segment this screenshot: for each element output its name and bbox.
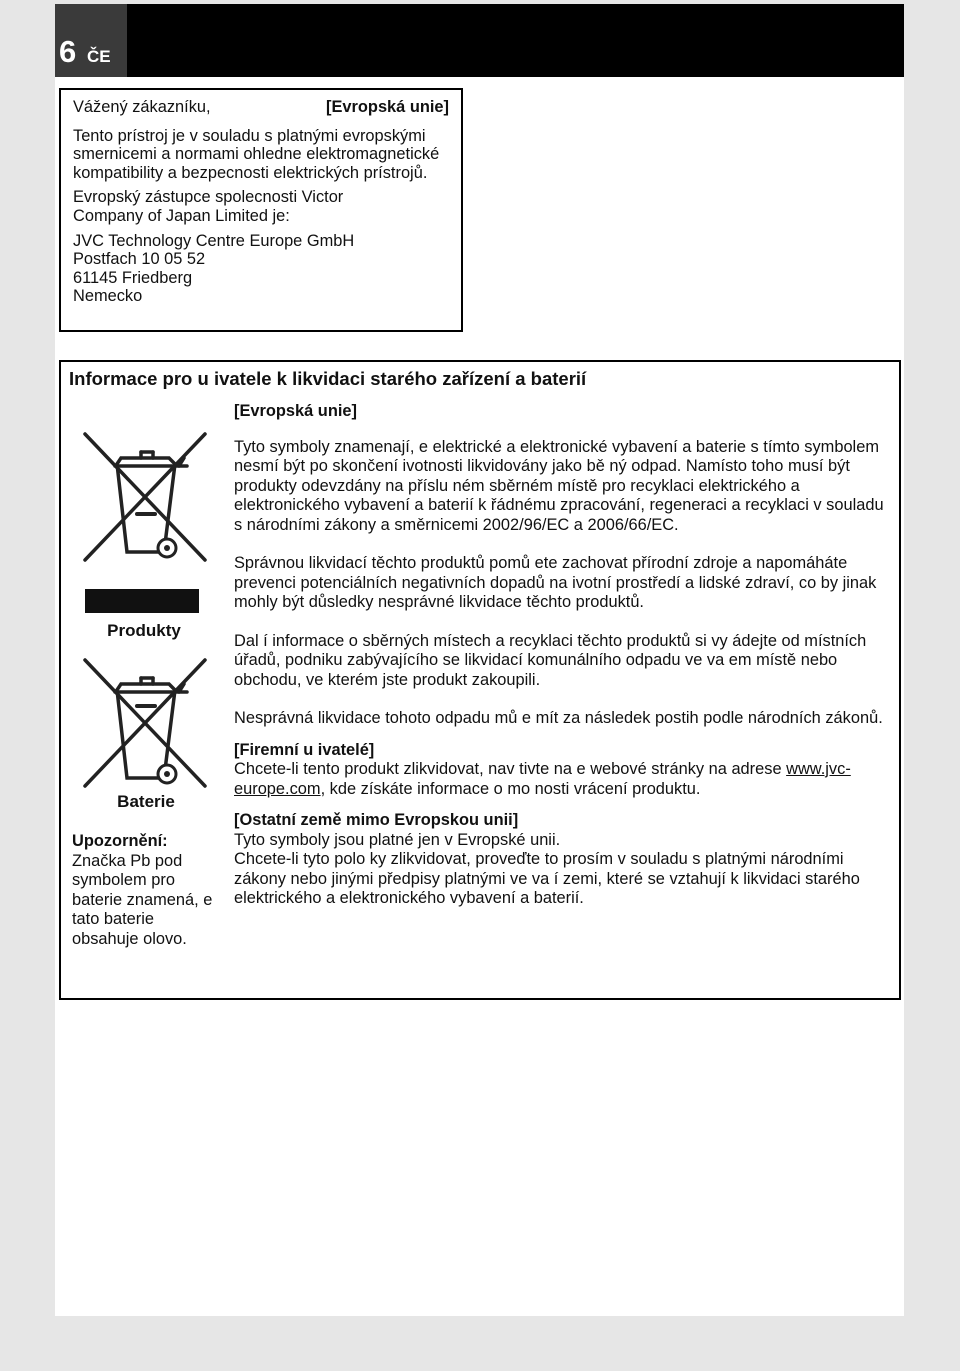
address-line-1: JVC Technology Centre Europe GmbH [73, 231, 355, 250]
crossed-out-wheelie-bin-icon [79, 428, 211, 566]
representative-line-1: Evropský zástupce spolecnosti Victor [73, 188, 344, 207]
business-text-start: Chcete-li tento produkt zlikvidovat, nav tivte na e webové stránky na adrese [234, 760, 782, 778]
address-line-2: Postfach 10 05 52 [73, 250, 206, 269]
disposal-paragraph-1: Tyto symboly znamenají, e elektrické a elektronické vybavení a baterie s tímto symbolem nesmí být po skončení ivotnosti likvidovány jako bě ný odpad. Namísto toho musí být produkty odevzdány na příslu ném sběrném místě pro recyklaci elektrického a elektronického vybavení a baterií k řádnému zpracování, regeneraci a recyklaci v souladu s národními zákony a směrnicemi 2002/96/EC a 2006/66/EC. [234, 437, 884, 534]
business-text-end: , kde získáte informace o mo nosti vrácení produktu. [320, 779, 701, 798]
page-tab [55, 4, 127, 77]
disposal-paragraph-2: Správnou likvidací těchto produktů pomů ete zachovat přírodní zdroje a napomáháte prevenci potenciálních negativních dopadů na ivotní prostředí a lidské zdraví, co by jinak mohly být důsledky nesprávné likvidace těchto produktů. [234, 554, 877, 611]
lead-warning-note [72, 832, 222, 950]
salutation: Vážený zákazníku, [73, 98, 211, 116]
region-label: [Evropská unie] [326, 98, 449, 116]
business-users-heading: [Firemní u ivatelé] [234, 740, 375, 759]
note-heading: Upozornění: [72, 832, 168, 850]
other-countries-text-1: Tyto symboly jsou platné jen v Evropské unii. [234, 830, 561, 849]
crossed-out-wheelie-bin-icon [79, 654, 211, 792]
products-label: Produkty [107, 621, 181, 640]
other-countries-heading: [Ostatní země mimo Evropskou unii] [234, 811, 519, 829]
page-number: 6 [59, 34, 77, 69]
address-line-3: 61145 Friedberg [73, 268, 193, 287]
business-users-text [234, 760, 894, 799]
disposal-info-box [59, 360, 901, 1000]
representative-line-2: Company of Japan Limited je: [73, 206, 290, 225]
language-code: ČE [87, 47, 111, 66]
other-countries-text-2: Chcete-li tyto polo ky zlikvidovat, proveďte to prosím v souladu s platnými národními zákony nebo jinými předpisy platnými ve va í zemi, které se vztahují k likvidaci starého elektrického a elektronického vybavení a baterií. [234, 850, 860, 907]
compliance-paragraph: Tento prístroj je v souladu s platnými evropskými smernicemi a normami ohledne elektromagnetické kompatibility a bezpecnosti elektrických prístrojů. [73, 126, 440, 182]
eu-heading: [Evropská unie] [234, 402, 357, 420]
disposal-title: Informace pro u ivatele k likvidaci starého zařízení a baterií [69, 368, 587, 389]
contact-box [59, 88, 463, 332]
separator-bar [85, 589, 199, 613]
disposal-paragraph-4: Nesprávná likvidace tohoto odpadu mů e mít za následek postih podle národních zákonů. [234, 709, 883, 727]
jvc-europe-link[interactable]: www.jvc-europe.com [234, 760, 851, 798]
page-header [55, 4, 904, 77]
battery-label: Baterie [117, 792, 175, 811]
address-line-4: Nemecko [73, 287, 143, 306]
disposal-text-column [234, 402, 894, 909]
disposal-paragraph-3: Dal í informace o sběrných místech a recyklaci těchto produktů si vy ádejte od místních úřadů, podniku zabývajícího se likvidací komunálního odpadu ve va em místě nebo obchodu, ve kterém jste produkt zakoupili. [234, 631, 867, 689]
document-page [55, 4, 904, 1316]
note-text: Značka Pb pod symbolem pro baterie znamená, e tato baterie obsahuje olovo. [72, 851, 213, 948]
